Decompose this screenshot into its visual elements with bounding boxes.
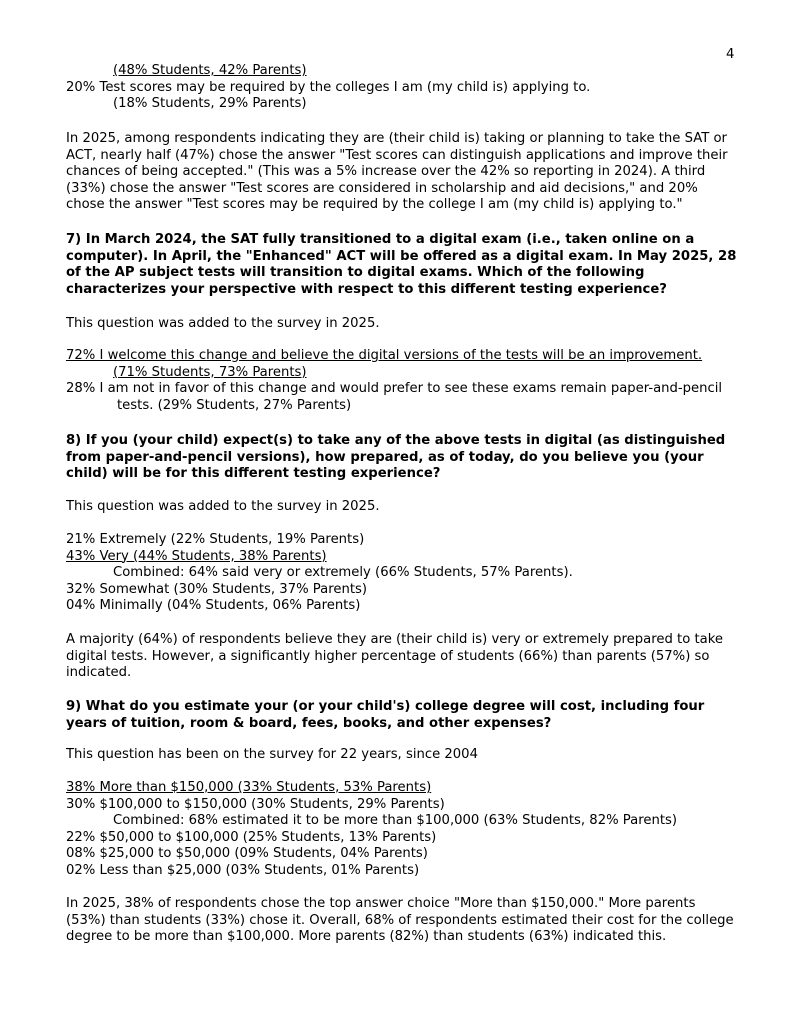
q8-answer-minimally: 04% Minimally (04% Students, 06% Parents) (66, 598, 361, 614)
q9-answers (66, 780, 738, 880)
q9-answer-25k-50k: 08% $25,000 to $50,000 (09% Students, 04% Parents) (66, 846, 428, 862)
q6-answer-required-breakdown: (18% Students, 29% Parents) (113, 96, 307, 112)
q9-answer-50k-100k: 22% $50,000 to $100,000 (25% Students, 13% Parents) (66, 829, 437, 845)
q7-answer-not-in-favor: 28% I am not in favor of this change and would prefer to see these exams remain paper-and-pencil tests. (29% Students, 27% Parents) (66, 381, 723, 413)
q9-summary: In 2025, 38% of respondents chose the top answer choice "More than $150,000." More parents (53%) than students (33%) chose it. Overall, 68% of respondents estimated their cost for the college degree to be more than $100,000. More parents (82%) than students (63%) indicated this. (66, 896, 734, 945)
q6-answer-required: 20% Test scores may be required by the colleges I am (my child is) applying to. (66, 79, 591, 95)
q9-combined: Combined: 68% estimated it to be more than $100,000 (63% Students, 82% Parents) (113, 813, 678, 829)
q7-answers (66, 348, 738, 414)
q8-question: 8) If you (your child) expect(s) to take any of the above tests in digital (as distinguished from paper-and-pencil versions), how prepared, as of today, do you believe you (your child) will be for this different testing experience? (66, 433, 726, 482)
q8-answer-somewhat: 32% Somewhat (30% Students, 37% Parents) (66, 581, 368, 597)
q8-combined: Combined: 64% said very or extremely (66% Students, 57% Parents). (113, 565, 573, 581)
q7-answer-welcome: 72% I welcome this change and believe the digital versions of the tests will be an improvement. (66, 348, 703, 363)
q6-answer-breakdown: (48% Students, 42% Parents) (113, 63, 307, 78)
q6-summary: In 2025, among respondents indicating they are (their child is) taking or planning to take the SAT or ACT, nearly half (47%) chose the answer "Test scores can distinguish applications and improve their chances of being accepted." (This was a 5% increase over the 42% so reporting in 2024). A third (33%) chose the answer "Test scores are considered in scholarship and aid decisions," and 20% chose the answer "Test scores may be required by the college I am (my child is) applying to." (66, 131, 728, 213)
q9-answer-under-25k: 02% Less than $25,000 (03% Students, 01% Parents) (66, 862, 420, 878)
q8-answers (66, 532, 738, 615)
q8-note: This question was added to the survey in 2025. (66, 499, 380, 514)
q9-note: This question has been on the survey for 22 years, since 2004 (66, 747, 478, 762)
page-number: 4 (726, 47, 735, 62)
q9-question: 9) What do you estimate your (or your child's) college degree will cost, including four years of tuition, room & board, fees, books, and other expenses? (66, 699, 705, 731)
q9-answer-over-150k: 38% More than $150,000 (33% Students, 53% Parents) (66, 780, 432, 795)
q7-question: 7) In March 2024, the SAT fully transitioned to a digital exam (i.e., taken online on a computer). In April, the "Enhanced" ACT will be offered as a digital exam. In May 2025, 28 of the AP subject tests will transition to digital exams. Which of the following characterizes your perspective with respect to this different testing experience? (66, 232, 737, 297)
q7-note: This question was added to the survey in 2025. (66, 316, 380, 331)
q8-summary: A majority (64%) of respondents believe they are (their child is) very or extremely prepared to take digital tests. However, a significantly higher percentage of students (66%) than parents (57%) so indicated. (66, 632, 724, 681)
q8-answer-very: 43% Very (44% Students, 38% Parents) (66, 548, 327, 564)
q6-tail (66, 63, 738, 113)
q9-answer-100k-150k: 30% $100,000 to $150,000 (30% Students, 29% Parents) (66, 796, 445, 812)
q8-answer-extremely: 21% Extremely (22% Students, 19% Parents) (66, 532, 365, 547)
q7-answer-welcome-breakdown: (71% Students, 73% Parents) (113, 364, 307, 380)
